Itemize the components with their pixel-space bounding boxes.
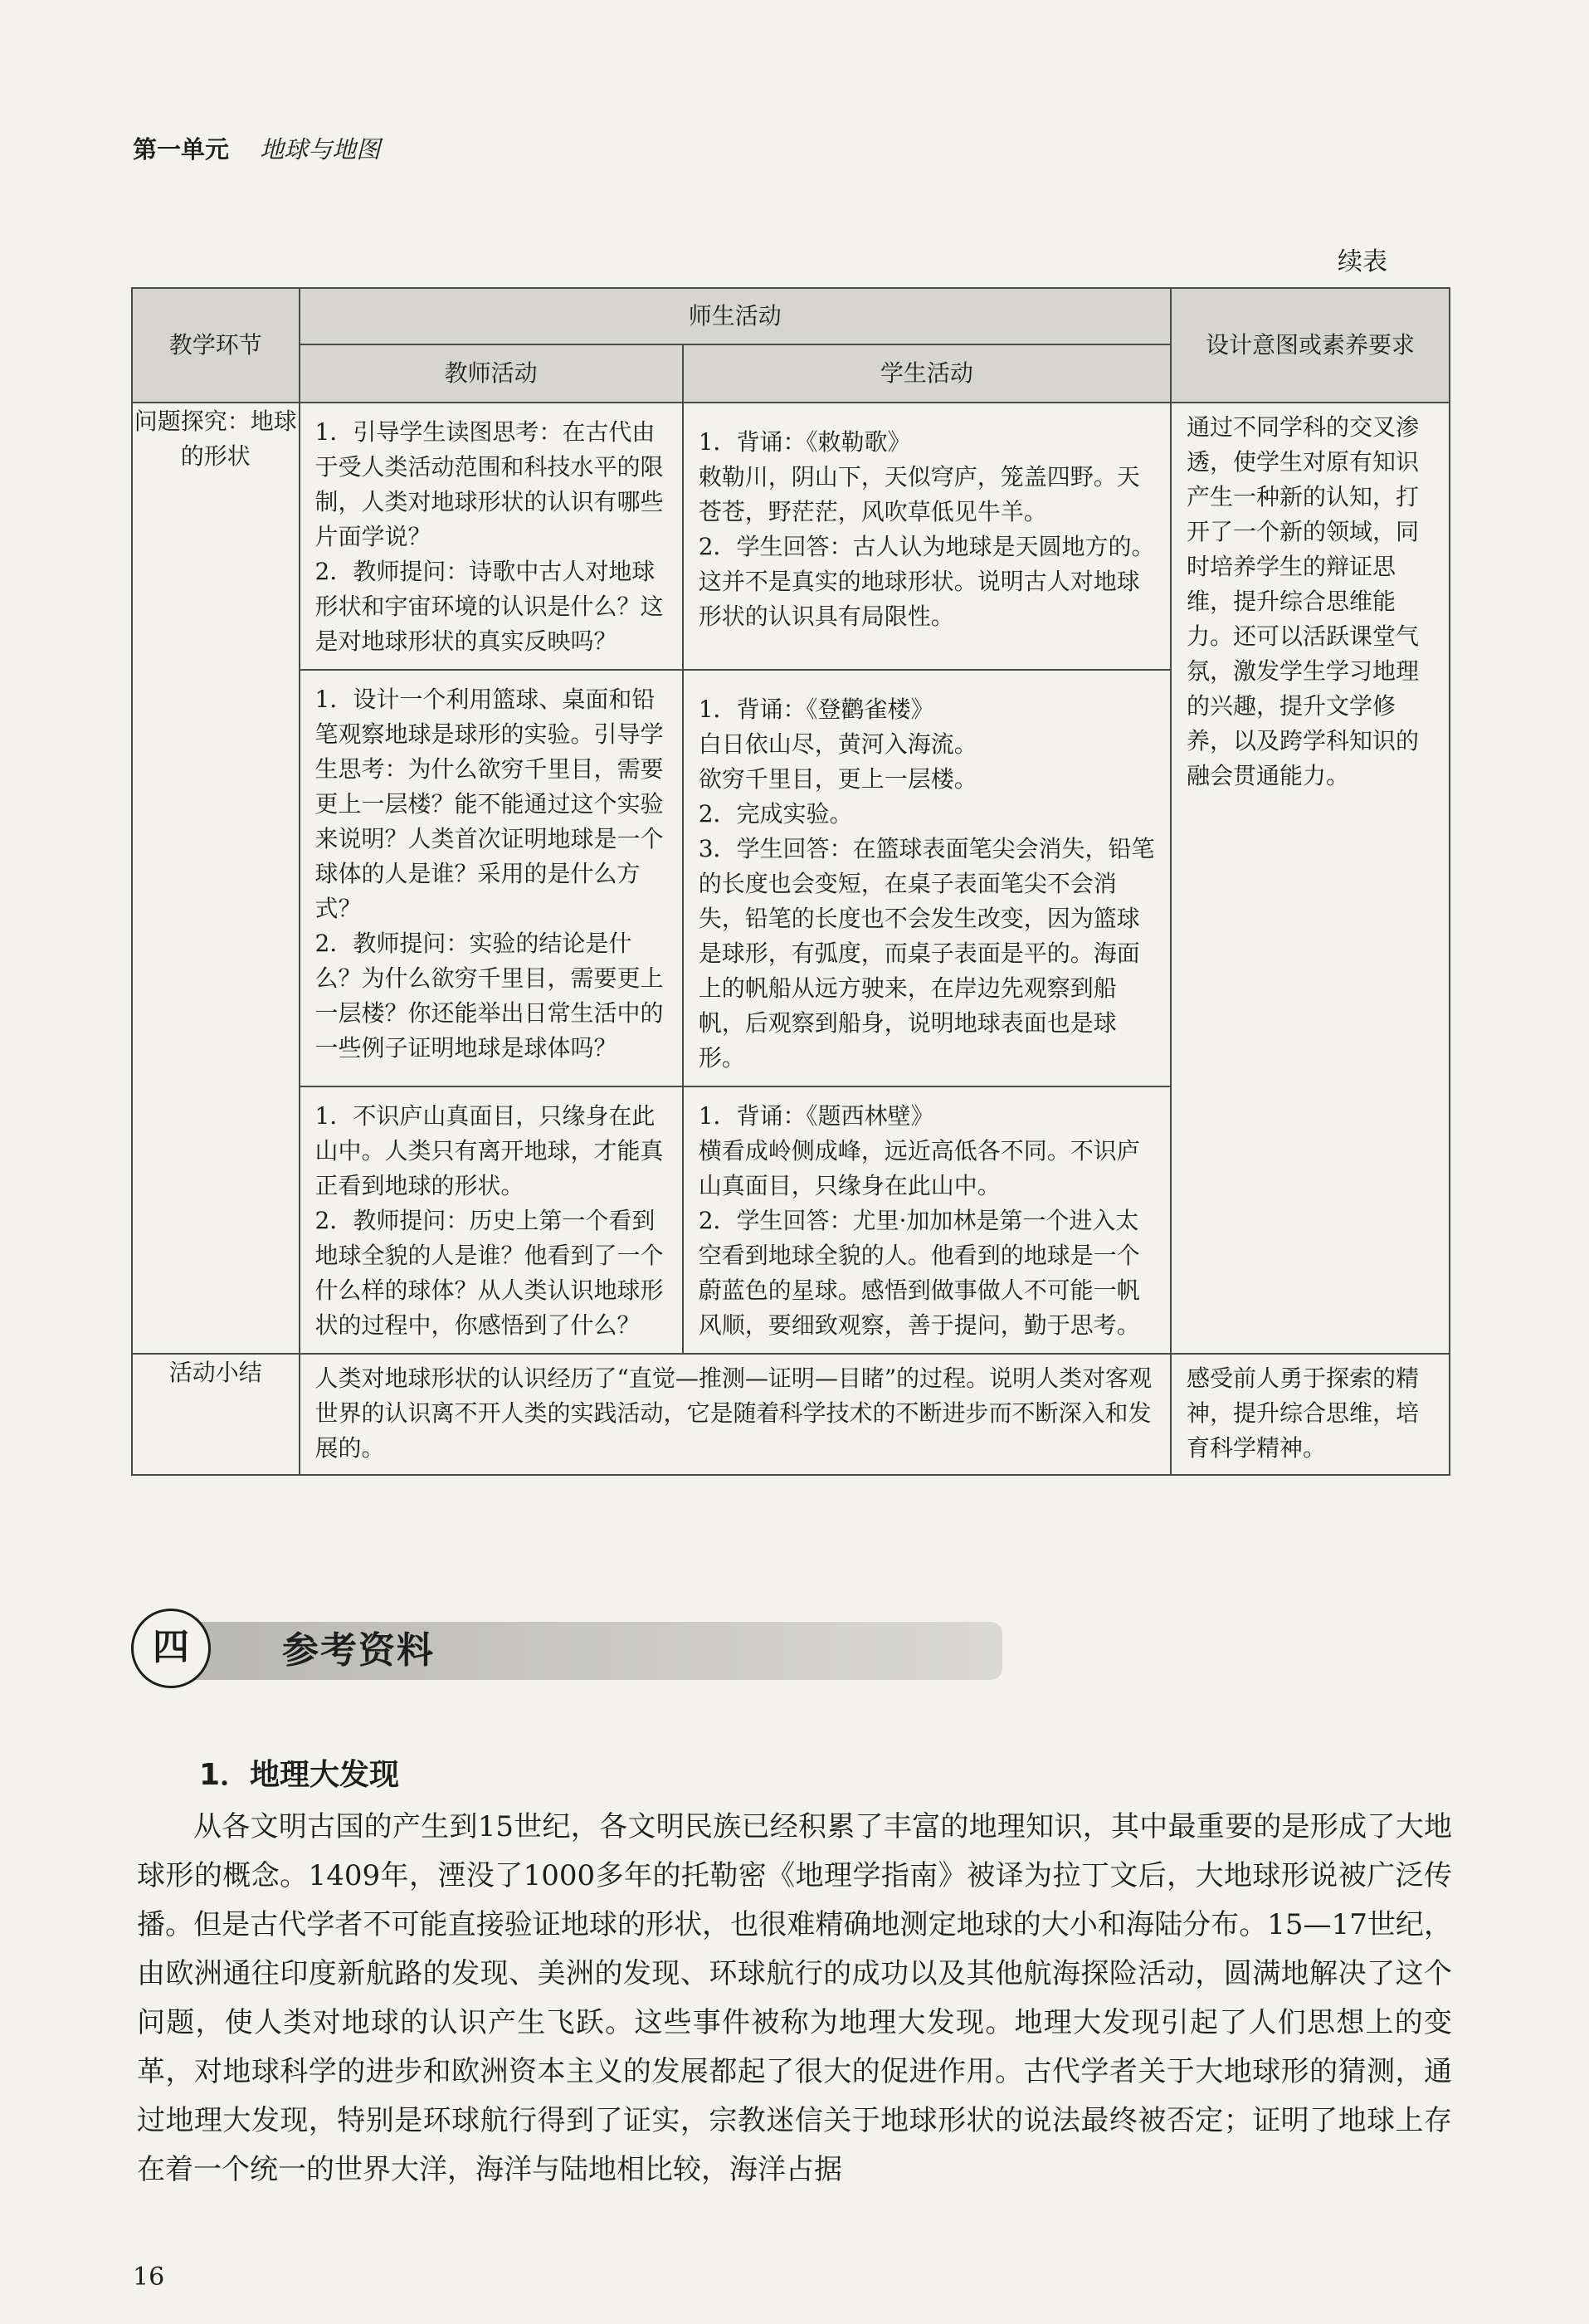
header-teacher: 教师活动: [300, 344, 683, 403]
teacher-line: 2．教师提问：历史上第一个看到地球全貌的人是谁？他看到了一个什么样的球体？从人类认识地球形状的过程中，你感悟到了什么？: [314, 1207, 664, 1339]
student-cell: [683, 670, 1171, 1086]
subsection-title: 1．地理大发现: [199, 1758, 400, 1792]
student-cell: [683, 403, 1171, 670]
student-line: 敕勒川，阴山下，天似穹庐，笼盖四野。天苍苍，野茫茫，风吹草低见牛羊。: [698, 463, 1140, 525]
teacher-cell: [300, 1086, 683, 1354]
student-cell: [683, 1086, 1171, 1354]
unit-subtitle: 地球与地图: [260, 135, 381, 164]
section-number: 四: [131, 1609, 211, 1688]
student-line: 1．背诵：《登鹳雀楼》: [698, 696, 934, 723]
teacher-line: 2．教师提问：实验的结论是什么？为什么欲穷千里目，需要更上一层楼？你还能举出日常生活中的一些例子证明地球是球体吗？: [314, 930, 664, 1062]
student-line: 2．学生回答：尤里·加加林是第一个进入太空看到地球全貌的人。他看到的地球是一个蔚蓝色的星球。感悟到做事做人不可能一帆风顺，要细致观察，善于提问，勤于思考。: [698, 1207, 1140, 1339]
continued-label: 续表: [1338, 247, 1387, 276]
design-cell: 通过不同学科的交叉渗透，使学生对原有知识产生一种新的认知，打开了一个新的领域，同时培养学生的辩证思维，提升综合思维能力。还可以活跃课堂气氛，激发学生学习地理的兴趣，提升文学修养，以及跨学科知识的融会贯通能力。: [1171, 403, 1450, 1354]
page-header: [133, 131, 380, 165]
student-line: 欲穷千里目，更上一层楼。: [698, 765, 977, 793]
summary-design: 感受前人勇于探索的精神，提升综合思维，培育科学精神。: [1171, 1354, 1450, 1475]
body-paragraph: 从各文明古国的产生到15世纪，各文明民族已经积累了丰富的地理知识，其中最重要的是形成了大地球形的概念。1409年，湮没了1000多年的托勒密《地理学指南》被译为拉丁文后，大地球形说被广泛传播。但是古代学者不可能直接验证地球的形状，也很难精确地测定地球的大小和海陆分布。15—17世纪，由欧洲通往印度新航路的发现、美洲的发现、环球航行的成功以及其他航海探险活动，圆满地解决了这个问题，使人类对地球的认识产生飞跃。这些事件被称为地理大发现。地理大发现引起了人们思想上的变革，对地球科学的进步和欧洲资本主义的发展都起了很大的促进作用。古代学者关于大地球形的猜测，通过地理大发现，特别是环球航行得到了证实，宗教迷信关于地球形状的说法最终被否定；证明了地球上存在着一个统一的世界大洋，海洋与陆地相比较，海洋占据: [137, 1810, 1452, 2186]
student-line: 2．学生回答：古人认为地球是天圆地方的。这并不是真实的地球形状。说明古人对地球形状的认识具有局限性。: [698, 533, 1155, 630]
student-line: 3．学生回答：在篮球表面笔尖会消失，铅笔的长度也会变短，在桌子表面笔尖不会消失，铅笔的长度也不会发生改变，因为篮球是球形，有弧度，而桌子表面是平的。海面上的帆船从远方驶来，在岸边先观察到船帆，后观察到船身，说明地球表面也是球形。: [698, 835, 1155, 1072]
section-title: 参考资料: [282, 1629, 435, 1672]
env-cell-summary: 活动小结: [132, 1354, 300, 1475]
table-header-row: [132, 288, 1450, 344]
student-line: 1．背诵：《题西林壁》: [698, 1102, 934, 1130]
section-banner: [131, 1609, 1002, 1688]
header-design: 设计意图或素养要求: [1171, 288, 1450, 403]
header-env: 教学环节: [132, 288, 300, 403]
unit-label: 第一单元: [133, 135, 230, 164]
env-cell-inquiry: 问题探究：地球的形状: [132, 403, 300, 1354]
teacher-line: 1．不识庐山真面目，只缘身在此山中。人类只有离开地球，才能真正看到地球的形状。: [314, 1102, 664, 1199]
student-line: 白日依山尽，黄河入海流。: [698, 730, 977, 758]
teacher-line: 1．引导学生读图思考：在古代由于受人类活动范围和科技水平的限制，人类对地球形状的认识有哪些片面学说？: [314, 418, 664, 550]
lesson-table: [131, 287, 1450, 1476]
student-line: 横看成岭侧成峰，远近高低各不同。不识庐山真面目，只缘身在此山中。: [698, 1137, 1140, 1199]
teacher-line: 1．设计一个利用篮球、桌面和铅笔观察地球是球形的实验。引导学生思考：为什么欲穷千里目，需要更上一层楼？能不能通过这个实验来说明？人类首次证明地球是一个球体的人是谁？采用的是什么方式？: [314, 686, 664, 922]
table-row-summary: [132, 1354, 1450, 1475]
student-line: 2．完成实验。: [698, 800, 853, 828]
teacher-cell: [300, 403, 683, 670]
table-row: [132, 403, 1450, 670]
header-student: 学生活动: [683, 344, 1171, 403]
student-line: 1．背诵：《敕勒歌》: [698, 428, 911, 456]
summary-content: 人类对地球形状的认识经历了“直觉—推测—证明—目睹”的过程。说明人类对客观世界的认识离不开人类的实践活动，它是随着科学技术的不断进步而不断深入和发展的。: [300, 1354, 1172, 1475]
teacher-cell: [300, 670, 683, 1086]
teacher-line: 2．教师提问：诗歌中古人对地球形状和宇宙环境的认识是什么？这是对地球形状的真实反映吗？: [314, 558, 664, 655]
page-number: 16: [133, 2263, 165, 2292]
header-activity: 师生活动: [300, 288, 1172, 344]
